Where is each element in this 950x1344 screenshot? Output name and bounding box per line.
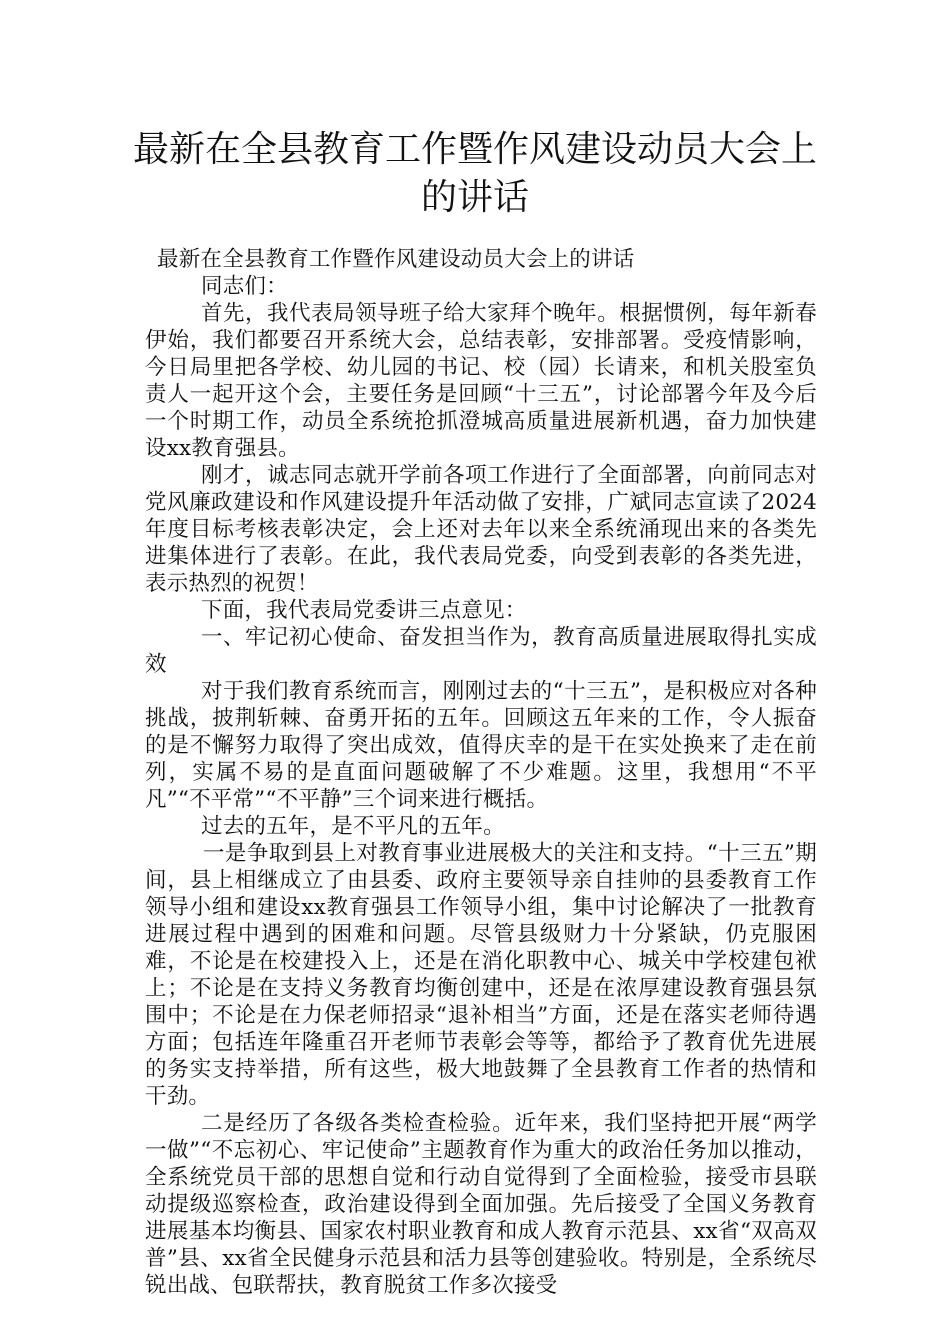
paragraph-7: 二是经历了各级各类检查检验。近年来，我们坚持把开展“两学一做”“不忘初心、牢记使命”主题教育作为重大的政治任务加以推动，全系统党员干部的思想自觉和行动自觉得到了全面检验，接受市县联动提级巡察检查，政治建设得到全面加强。先后接受了全国义务教育进展基本均衡县、国家农村职业教育和成人教育示范县、xx省“双高双普”县、xx省全民健身示范县和活力县等创建验收。特别是，全系统尽锐出战、包联帮扶，教育脱贫工作多次接受 <box>145 1111 817 1298</box>
paragraph-1: 首先，我代表局领导班子给大家拜个晚年。根据惯例，每年新春伊始，我们都要召开系统大会，总结表彰，安排部署。受疫情影响，今日局里把各学校、幼儿园的书记、校（园）长请来，和机关股室负责人一起开这个会，主要任务是回顾“十三五”，讨论部署今年及今后一个时期工作，动员全系统抢抓澄城高质量进展新机遇，奋力加快建设xx教育强县。 <box>145 301 817 461</box>
paragraph-5: 过去的五年，是不平凡的五年。 <box>201 814 505 839</box>
salutation: 同志们： <box>201 274 288 299</box>
document-body <box>145 246 817 1299</box>
paragraph-6: 一是争取到县上对教育事业进展极大的关注和支持。“十三五”期间，县上相继成立了由县委、政府主要领导亲自挂帅的县委教育工作领导小组和建设xx教育强县工作领导小组，集中讨论解决了一批教育进展过程中遇到的困难和问题。尽管县级财力十分紧缺，仍克服困难，不论是在校建投入上，还是在消化职教中心、城关中学校建包袱上；不论是在支持义务教育均衡创建中，还是在浓厚建设教育强县氛围中；不论是在力保老师招录“退补相当”方面，还是在落实老师待遇方面；包括连年隆重召开老师节表彰会等等，都给予了教育优先进展的务实支持举措，所有这些，极大地鼓舞了全县教育工作者的热情和干劲。 <box>145 841 817 1109</box>
document-subtitle: 最新在全县教育工作暨作风建设动员大会上的讲话 <box>157 247 635 272</box>
document-title: 最新在全县教育工作暨作风建设动员大会上的讲话 <box>132 129 817 218</box>
paragraph-3: 下面，我代表局党委讲三点意见： <box>201 598 527 623</box>
paragraph-2: 刚才，诚志同志就开学前各项工作进行了全面部署，向前同志对党风廉政建设和作风建设提升年活动做了安排，广斌同志宣读了2024年度目标考核表彰决定，会上还对去年以来全系统涌现出来的各类先进集体进行了表彰。在此，我代表局党委，向受到表彰的各类先进，表示热烈的祝贺！ <box>145 463 817 596</box>
section-heading-1: 一、牢记初心使命、奋发担当作为，教育高质量进展取得扎实成效 <box>145 625 817 677</box>
paragraph-4: 对于我们教育系统而言，刚刚过去的“十三五”，是积极应对各种挑战，披荆斩棘、奋勇开拓的五年。回顾这五年来的工作，令人振奋的是不懈努力取得了突出成效，值得庆幸的是干在实处换来了走在前列，实属不易的是直面问题破解了不少难题。这里，我想用“不平凡”“不平常”“不平静”三个词来进行概括。 <box>145 679 817 812</box>
